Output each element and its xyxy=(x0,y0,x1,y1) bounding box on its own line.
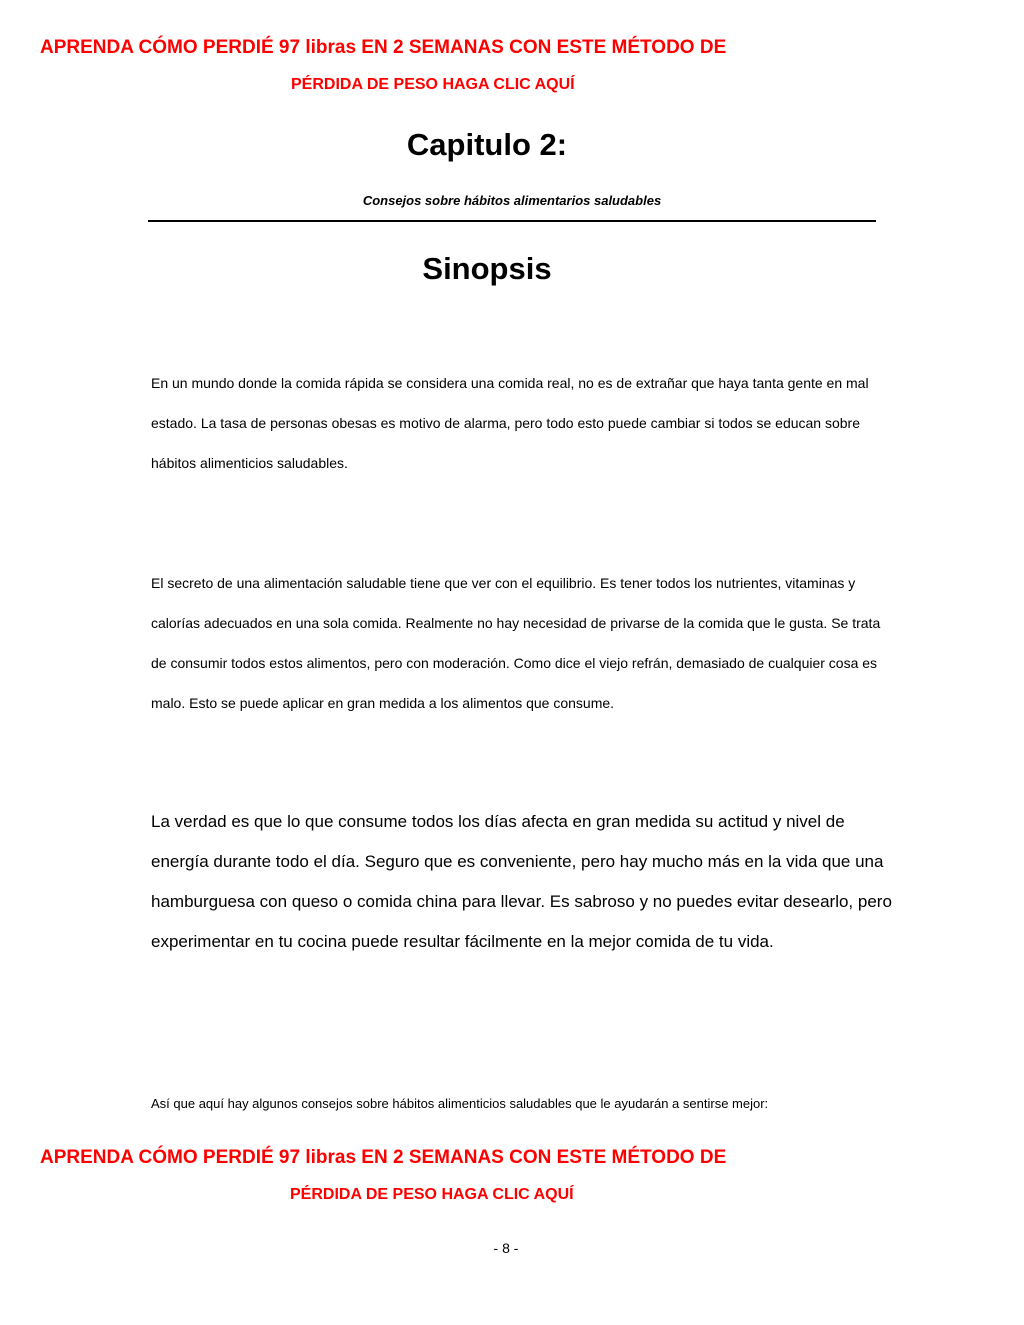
chapter-subtitle: Consejos sobre hábitos alimentarios saludables xyxy=(362,193,662,208)
body-paragraph-3: La verdad es que lo que consume todos los días afecta en gran medida su actitud y nivel de energía durante todo el día. Seguro que es conveniente, pero hay mucho más en la vida que una hamburguesa con queso o comida china para llevar. Es sabroso y no puedes evitar desearlo, pero experimentar en tu cocina puede resultar fácilmente en la mejor comida de tu vida. xyxy=(151,812,892,951)
promo-link-top-line1[interactable]: APRENDA CÓMO PERDIÉ 97 libras EN 2 SEMANAS CON ESTE MÉTODO DE xyxy=(40,37,727,58)
section-title: Sinopsis xyxy=(422,251,552,286)
promo-link-top-line2[interactable]: PÉRDIDA DE PESO HAGA CLIC AQUÍ xyxy=(291,76,575,93)
body-paragraph-2: El secreto de una alimentación saludable tiene que ver con el equilibrio. Es tener todos los nutrientes, vitaminas y calorías adecuados en una sola comida. Realmente no hay necesidad de privarse de la comida que le gusta. Se trata de consumir todos estos alimentos, pero con moderación. Como dice el viejo refrán, demasiado de cualquier cosa es malo. Esto se puede aplicar en gran medida a los alimentos que consume. xyxy=(151,575,881,711)
page-number: - 8 - xyxy=(493,1240,519,1256)
body-paragraph-1: En un mundo donde la comida rápida se considera una comida real, no es de extrañar que haya tanta gente en mal estado. La tasa de personas obesas es motivo de alarma, pero todo esto puede cambiar si todos se educan sobre hábitos alimenticios saludables. xyxy=(151,375,869,471)
promo-link-bottom-line1[interactable]: APRENDA CÓMO PERDIÉ 97 libras EN 2 SEMANAS CON ESTE MÉTODO DE xyxy=(40,1147,727,1168)
divider-line xyxy=(148,220,876,222)
chapter-title: Capitulo 2: xyxy=(406,127,568,162)
body-paragraph-4: Así que aquí hay algunos consejos sobre hábitos alimenticios saludables que le ayudarán a sentirse mejor: xyxy=(151,1096,769,1111)
promo-link-bottom-line2[interactable]: PÉRDIDA DE PESO HAGA CLIC AQUÍ xyxy=(290,1186,574,1203)
